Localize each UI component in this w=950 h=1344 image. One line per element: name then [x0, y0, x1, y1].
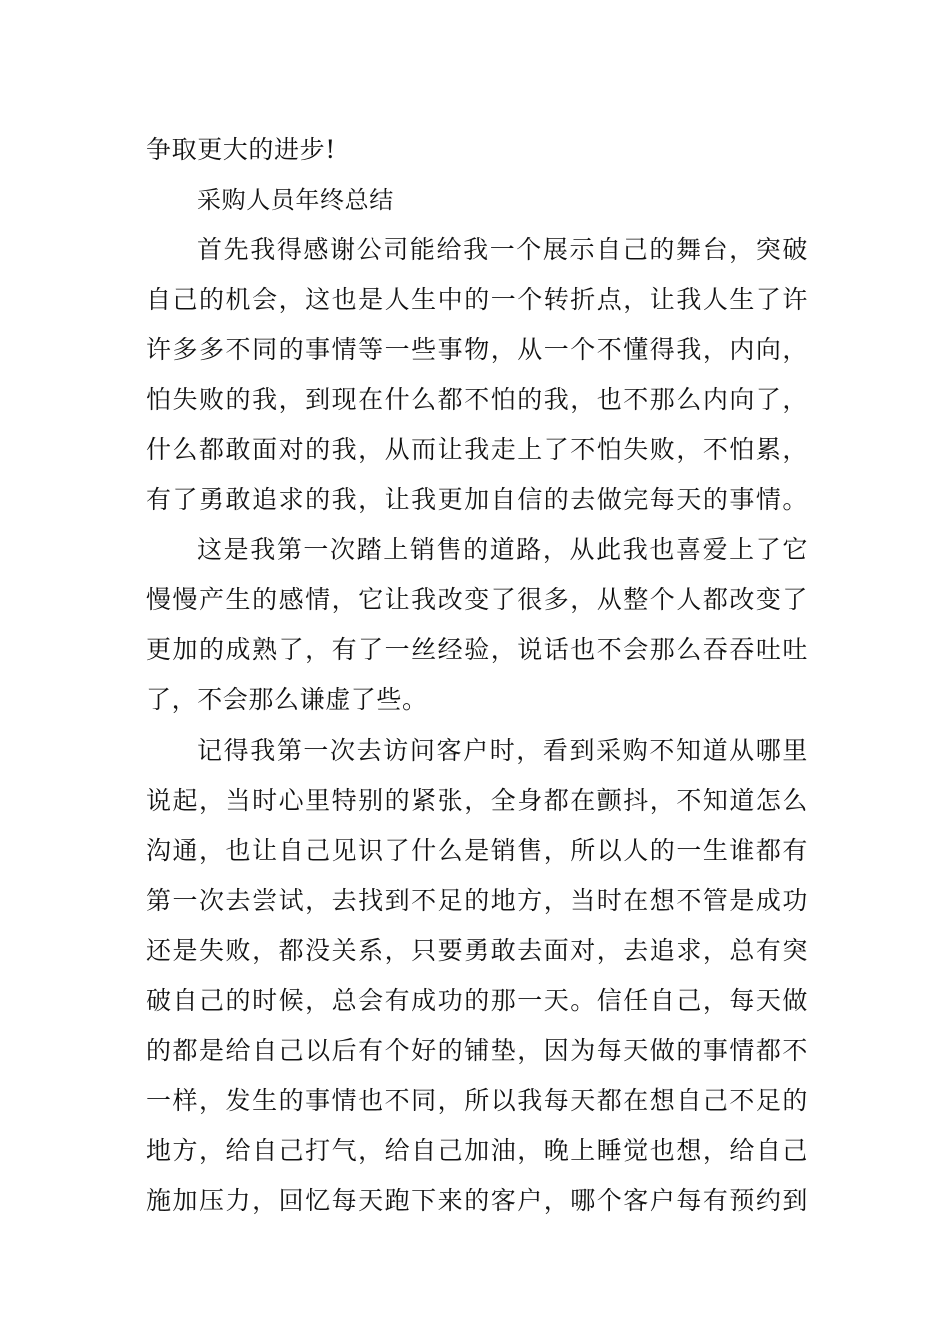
body-text-line: 什么都敢面对的我，从而让我走上了不怕失败，不怕累，	[146, 435, 808, 464]
body-text-line: 的都是给自己以后有个好的铺垫，因为每天做的事情都不	[146, 1036, 808, 1065]
body-text-line: 记得我第一次去访问客户时，看到采购不知道从哪里	[197, 736, 808, 765]
body-text-line: 更加的成熟了，有了一丝经验，说话也不会那么吞吞吐吐	[146, 635, 808, 664]
body-text-line: 自己的机会，这也是人生中的一个转折点，让我人生了许	[146, 285, 808, 314]
section-title: 采购人员年终总结	[197, 186, 394, 214]
body-text-line: 这是我第一次踏上销售的道路，从此我也喜爱上了它	[197, 535, 808, 564]
body-text-line: 慢慢产生的感情，它让我改变了很多，从整个人都改变了	[146, 585, 808, 614]
body-text-line: 一样，发生的事情也不同，所以我每天都在想自己不足的	[146, 1086, 808, 1115]
body-text-line: 怕失败的我，到现在什么都不怕的我，也不那么内向了，	[146, 385, 808, 414]
body-text-line: 有了勇敢追求的我，让我更加自信的去做完每天的事情。	[146, 485, 808, 514]
body-text-line: 争取更大的进步!	[146, 135, 336, 164]
body-text-line: 施加压力，回忆每天跑下来的客户，哪个客户每有预约到	[146, 1186, 808, 1215]
body-text-line: 破自己的时候，总会有成功的那一天。信任自己，每天做	[146, 986, 808, 1015]
body-text-line: 首先我得感谢公司能给我一个展示自己的舞台，突破	[197, 235, 808, 264]
body-text-line: 地方，给自己打气，给自己加油，晚上睡觉也想，给自己	[146, 1136, 808, 1165]
body-text-line: 了，不会那么谦虚了些。	[146, 685, 428, 714]
body-text-line: 许多多不同的事情等一些事物，从一个不懂得我，内向，	[146, 335, 808, 364]
body-text-line: 第一次去尝试，去找到不足的地方，当时在想不管是成功	[146, 886, 808, 915]
body-text-line: 说起，当时心里特别的紧张，全身都在颤抖，不知道怎么	[146, 786, 808, 815]
body-text-line: 沟通，也让自己见识了什么是销售，所以人的一生谁都有	[146, 836, 808, 865]
body-text-line: 还是失败，都没关系，只要勇敢去面对，去追求，总有突	[146, 936, 808, 965]
